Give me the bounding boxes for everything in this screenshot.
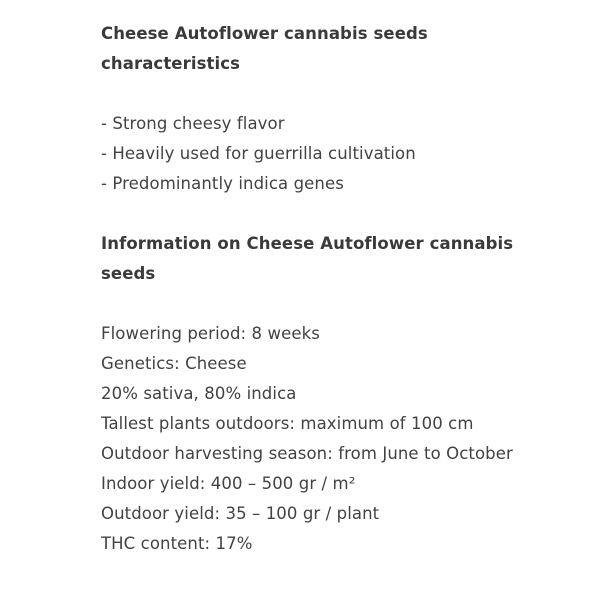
characteristics-heading: Cheese Autoflower cannabis seeds characteristics [101, 24, 428, 73]
info-line-flowering-period: Flowering period: 8 weeks [101, 324, 320, 343]
info-line-tallest-plants: Tallest plants outdoors: maximum of 100 cm [101, 414, 474, 433]
info-line-genetics: Genetics: Cheese [101, 354, 247, 373]
spacer [101, 79, 571, 109]
info-line-thc-content: THC content: 17% [101, 534, 253, 553]
spacer [101, 289, 571, 319]
info-line-harvest-season: Outdoor harvesting season: from June to October [101, 444, 513, 463]
information-heading: Information on Cheese Autoflower cannabis seeds [101, 234, 514, 283]
list-item: - Heavily used for guerrilla cultivation [101, 144, 416, 163]
information-list [101, 319, 571, 559]
spacer [101, 199, 571, 229]
product-description [101, 19, 571, 559]
info-line-sativa-indica-ratio: 20% sativa, 80% indica [101, 384, 297, 403]
info-line-indoor-yield: Indoor yield: 400 – 500 gr / m² [101, 474, 356, 493]
characteristics-list [101, 109, 571, 199]
list-item: - Predominantly indica genes [101, 174, 344, 193]
info-line-outdoor-yield: Outdoor yield: 35 – 100 gr / plant [101, 504, 380, 523]
list-item: - Strong cheesy flavor [101, 114, 285, 133]
